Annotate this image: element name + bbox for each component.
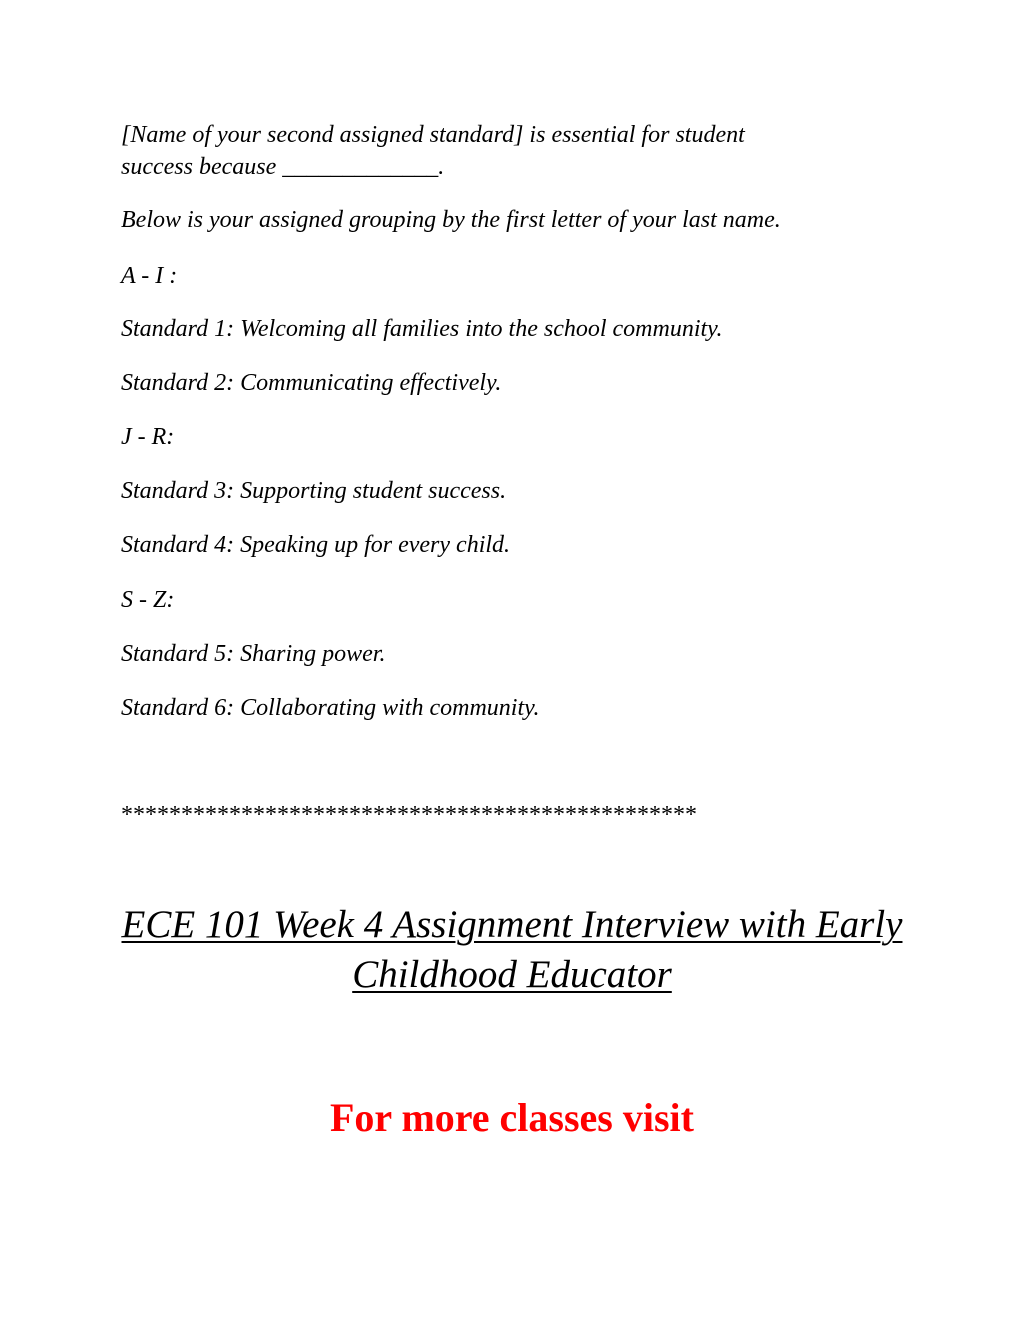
group-label-s-z: S - Z: <box>121 587 175 613</box>
standard-5: Standard 5: Sharing power. <box>121 641 386 667</box>
standard-1: Standard 1: Welcoming all families into the school community. <box>121 316 723 342</box>
grouping-intro: Below is your assigned grouping by the first letter of your last name. <box>121 207 781 233</box>
title-line-1: ECE 101 Week 4 Assignment Interview with Early <box>121 903 903 946</box>
promo-text: For more classes visit <box>329 1095 694 1140</box>
standard-4: Standard 4: Speaking up for every child. <box>121 532 511 558</box>
group-label-j-r: J - R: <box>121 424 175 450</box>
standard-3: Standard 3: Supporting student success. <box>121 478 507 504</box>
intro-line-2: success because _____________. <box>121 154 445 180</box>
document-title <box>80 900 944 1000</box>
intro-line-1: [Name of your second assigned standard] is essential for student <box>121 122 745 148</box>
standard-2: Standard 2: Communicating effectively. <box>121 370 502 396</box>
title-line-2: Childhood Educator <box>352 953 672 996</box>
standard-6: Standard 6: Collaborating with community. <box>121 695 540 721</box>
separator-line: ************************************************ <box>121 802 697 828</box>
group-label-a-i: A - I : <box>121 263 178 289</box>
